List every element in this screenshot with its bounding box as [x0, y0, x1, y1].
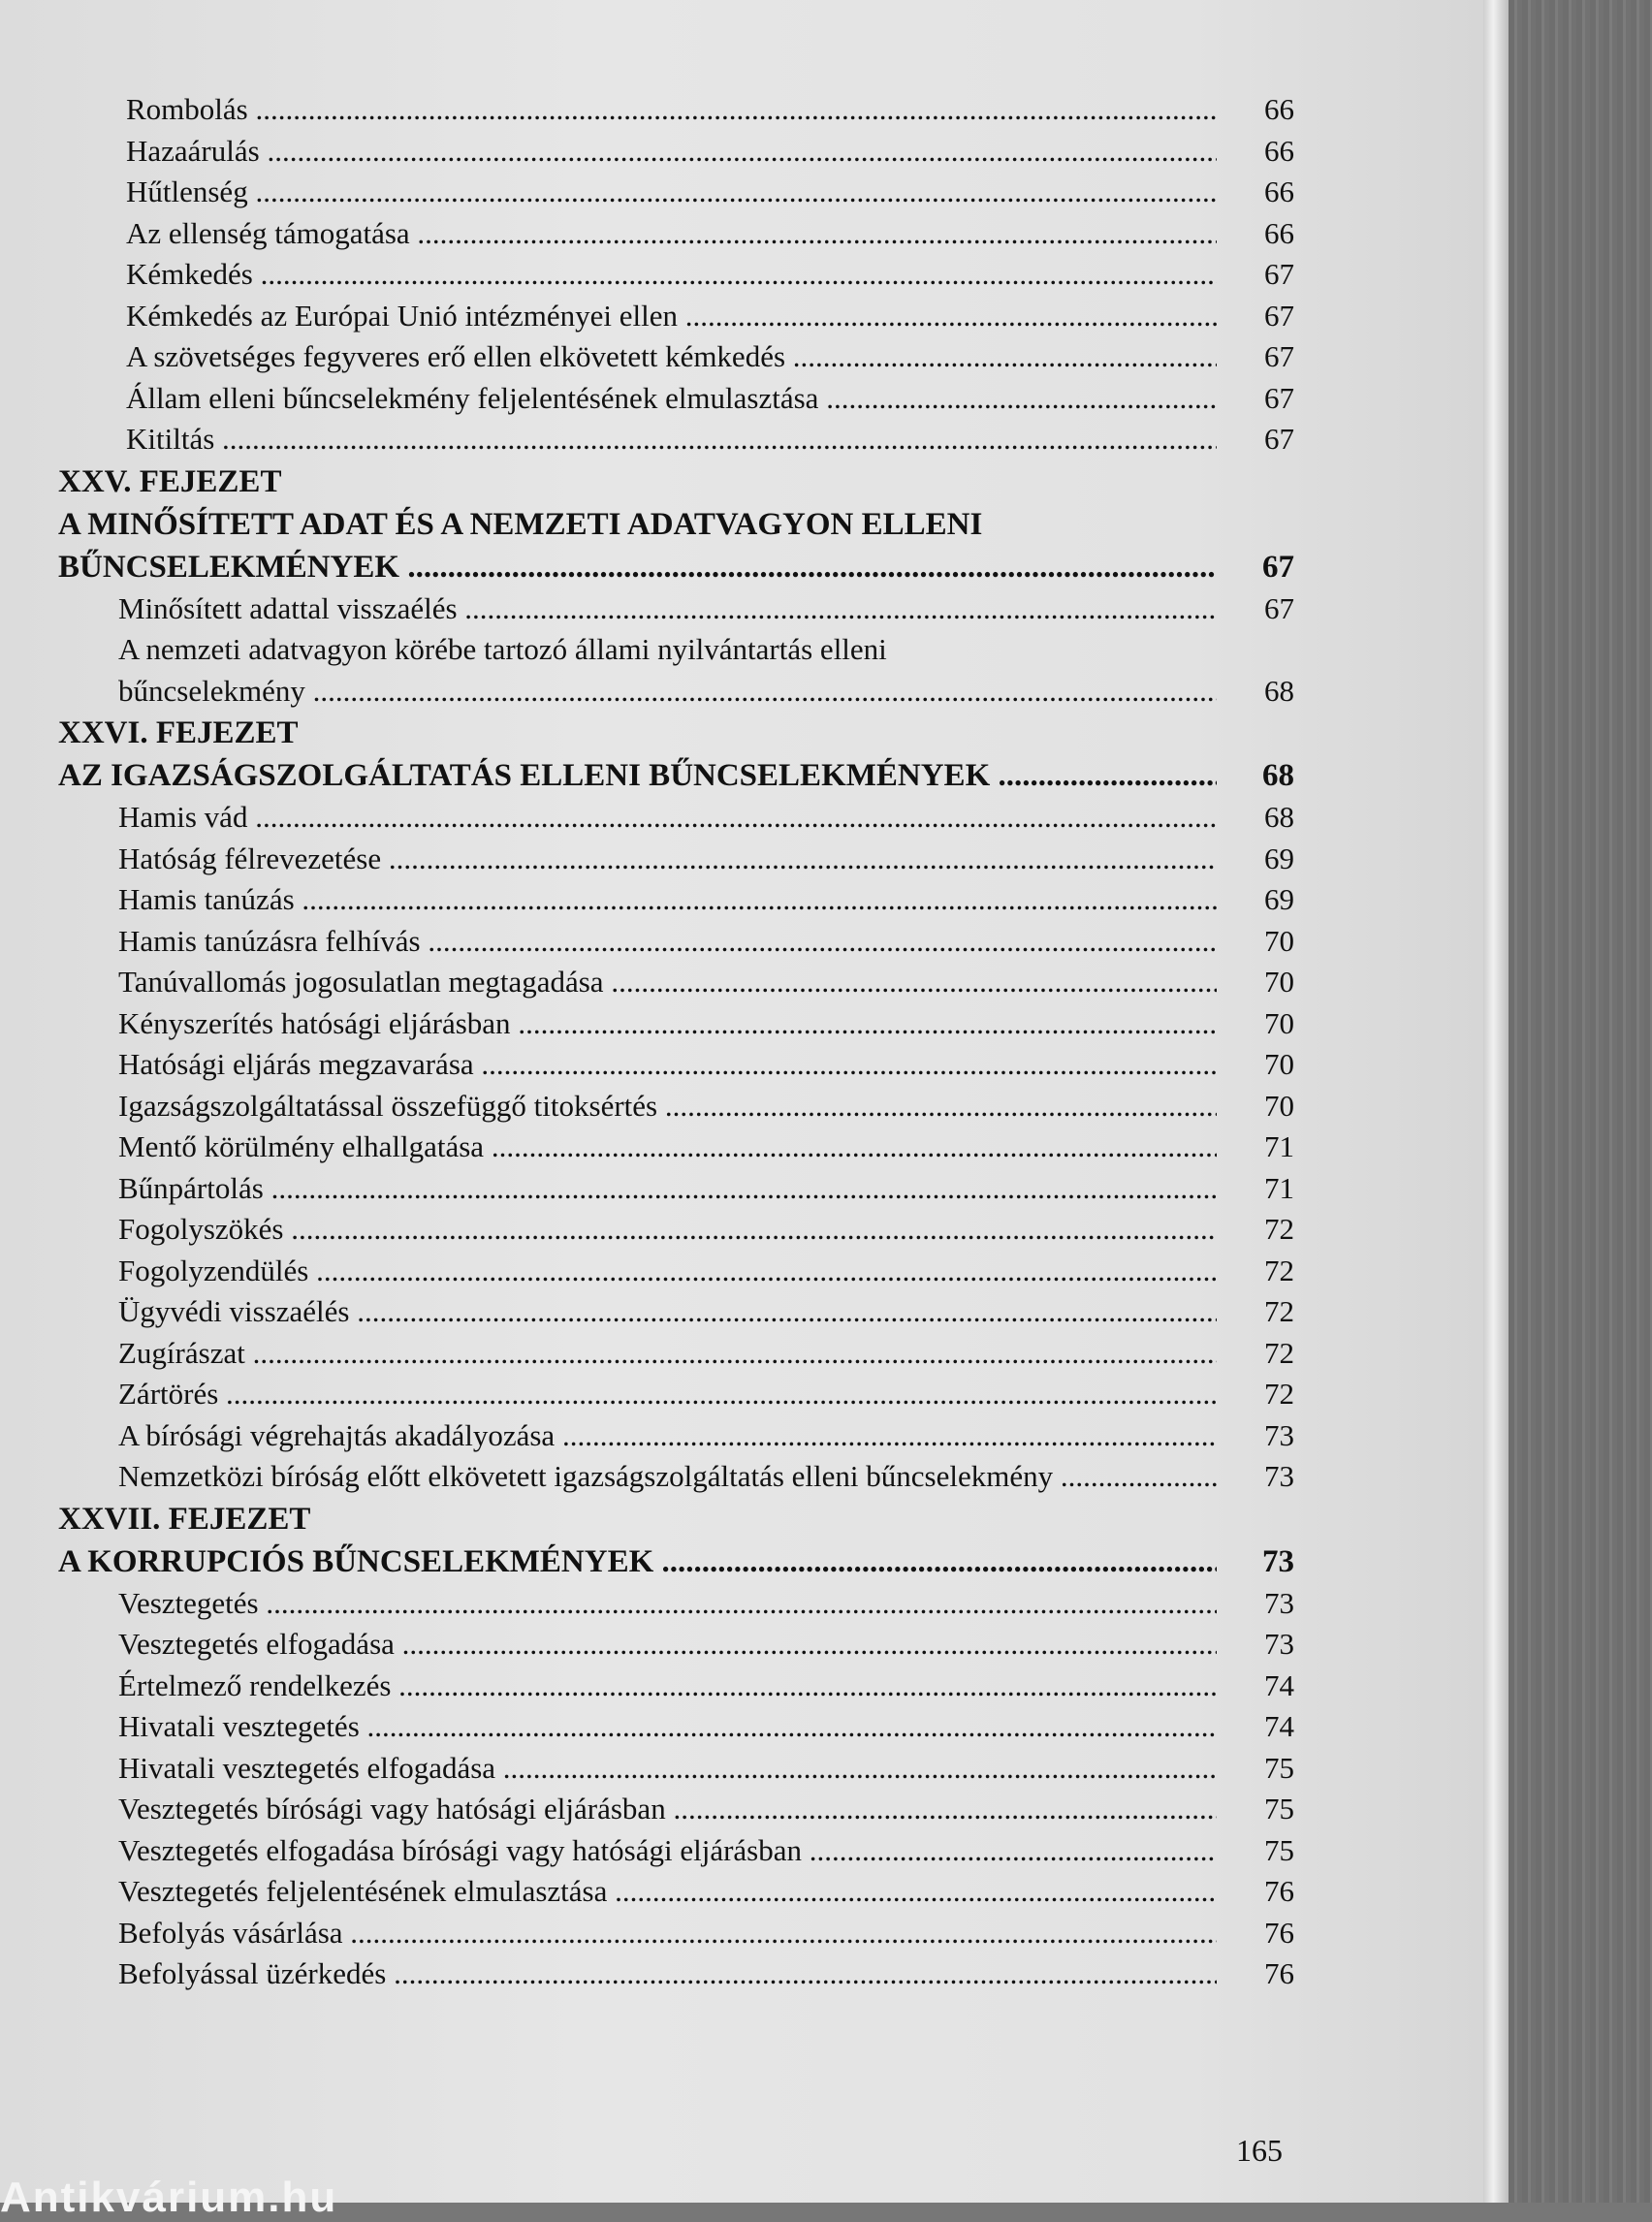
toc-entry: Vesztegetés elfogadása bírósági vagy hatósági eljárásban ..... 75	[58, 1830, 1294, 1872]
toc-entry: bűncselekmény ..... 68	[58, 671, 1294, 713]
toc-group-top	[58, 89, 1294, 460]
chapter-heading: XXVI. FEJEZET	[58, 715, 299, 750]
toc-entry: Befolyással üzérkedés ..... 76	[58, 1953, 1294, 1995]
toc-entry: Az ellenség támogatása ..... 66	[58, 213, 1294, 255]
toc-entry: Kémkedés az Európai Unió intézményei ellen ..... 67	[58, 296, 1294, 337]
toc-entry: Hűtlenség ..... 66	[58, 172, 1294, 213]
toc-entry: Hazaárulás ..... 66	[58, 131, 1294, 173]
toc-entry: Fogolyzendülés ..... 72	[58, 1251, 1294, 1292]
toc-entry: Hatóság félrevezetése ..... 69	[58, 839, 1294, 880]
toc-entry: Fogolyszökés ..... 72	[58, 1209, 1294, 1251]
chapter-heading: XXV. FEJEZET	[58, 463, 282, 499]
toc-entry: Kitiltás ..... 67	[58, 419, 1294, 460]
toc-entry: Nemzetközi bíróság előtt elkövetett igazságszolgáltatás elleni bűncselekmény ..... 73	[58, 1456, 1294, 1498]
toc-entry: Állam elleni bűncselekmény feljelentésének elmulasztása ..... 67	[58, 378, 1294, 420]
toc-entry: Ügyvédi visszaélés ..... 72	[58, 1291, 1294, 1333]
toc-entry: Hamis tanúzás ..... 69	[58, 879, 1294, 921]
page-number: 165	[1236, 2133, 1283, 2168]
toc-entry: A bírósági végrehajtás akadályozása ..... 73	[58, 1415, 1294, 1457]
table-of-contents	[58, 89, 1294, 1995]
toc-entry: Igazságszolgáltatással összefüggő titoksértés ..... 70	[58, 1086, 1294, 1127]
toc-entry-wrapped-line: A nemzeti adatvagyon körébe tartozó állami nyilvántartás elleni	[118, 632, 887, 666]
toc-entry: Vesztegetés bírósági vagy hatósági eljárásban ..... 75	[58, 1789, 1294, 1830]
page-edge	[1483, 0, 1509, 2203]
toc-entry: Hivatali vesztegetés elfogadása ..... 75	[58, 1748, 1294, 1790]
background-strip	[1509, 0, 1652, 2203]
chapter-title-row: AZ IGAZSÁGSZOLGÁLTATÁS ELLENI BŰNCSELEKMÉNYEK ..... 68	[58, 754, 1294, 797]
toc-entry: Befolyás vásárlása ..... 76	[58, 1913, 1294, 1954]
toc-entry: Tanúvallomás jogosulatlan megtagadása ..... 70	[58, 962, 1294, 1003]
chapter-heading: XXVII. FEJEZET	[58, 1501, 311, 1537]
toc-entry: Bűnpártolás ..... 71	[58, 1168, 1294, 1210]
toc-entry: Kényszerítés hatósági eljárásban ..... 70	[58, 1003, 1294, 1045]
toc-entry: Zártörés ..... 72	[58, 1374, 1294, 1415]
chapter-title: A MINŐSÍTETT ADAT ÉS A NEMZETI ADATVAGYON ELLENI	[58, 506, 983, 542]
toc-entry: Vesztegetés elfogadása ..... 73	[58, 1624, 1294, 1666]
toc-entry: Rombolás ..... 66	[58, 89, 1294, 131]
chapter-25	[58, 460, 1294, 713]
toc-entry: Vesztegetés feljelentésének elmulasztása ..... 76	[58, 1871, 1294, 1913]
chapter-title-row: A KORRUPCIÓS BŰNCSELEKMÉNYEK ..... 73	[58, 1540, 1294, 1583]
toc-entry: Értelmező rendelkezés ..... 74	[58, 1666, 1294, 1707]
toc-entry: Hatósági eljárás megzavarása ..... 70	[58, 1044, 1294, 1086]
toc-entry: Minősített adattal visszaélés ..... 67	[58, 588, 1294, 630]
toc-entry: Vesztegetés ..... 73	[58, 1583, 1294, 1625]
chapter-27	[58, 1498, 1294, 1995]
toc-entry: Hivatali vesztegetés ..... 74	[58, 1706, 1294, 1748]
chapter-26	[58, 712, 1294, 1498]
watermark: Antikvárium.hu	[0, 2174, 338, 2221]
toc-entry: Zugírászat ..... 72	[58, 1333, 1294, 1375]
toc-entry: Hamis vád ..... 68	[58, 797, 1294, 839]
toc-entry: Mentő körülmény elhallgatása ..... 71	[58, 1127, 1294, 1168]
chapter-title-row: BŰNCSELEKMÉNYEK ..... 67	[58, 546, 1294, 588]
toc-entry: Kémkedés ..... 67	[58, 254, 1294, 296]
toc-entry: Hamis tanúzásra felhívás ..... 70	[58, 921, 1294, 963]
toc-entry: A szövetséges fegyveres erő ellen elkövetett kémkedés ..... 67	[58, 336, 1294, 378]
